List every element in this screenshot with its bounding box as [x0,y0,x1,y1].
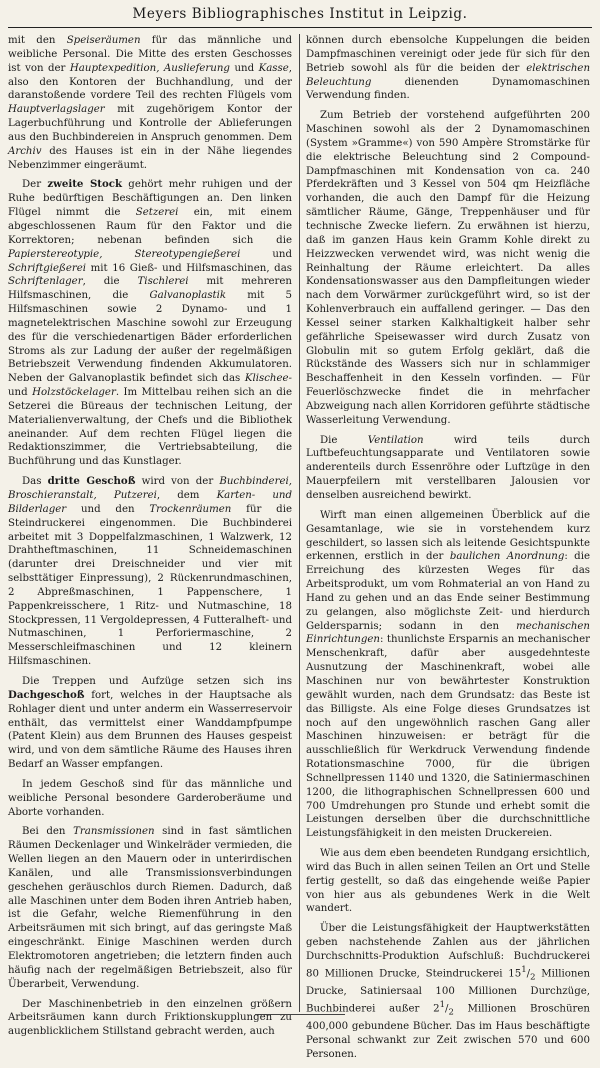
left-column-paragraph: Die Treppen und Aufzüge setzen sich ins Dachgeschoß fort, welches in der Hauptsache als Rohlager dient und unter anderm ein Wasserreservoir enthält, das vermittelst einer Wanddampfpumpe (Patent Klein) aus dem Brunnen des Hauses gespeist wird, und von dem sämtliche Räume des Hauses ihren Bedarf an Wasser empfangen. [8,675,292,771]
right-column [306,34,590,1068]
right-column-paragraph: Über die Leistungsfähigkeit der Hauptwerkstätten geben nachstehende Zahlen aus der jährlichen Durchschnitts-Produktion Aufschluß: Buchdruckerei 80 Millionen Drucke, Steindruckerei $15^1/_2$ Millionen Drucke, Satiniersaal 100 Millionen Durchzüge, Buchbinderei außer $2^1/_2$ Millionen Broschüren 400,000 gebundene Bücher. Das im Haus beschäftigte Personal schwankt zur Zeit zwischen 570 und 600 Personen. [306,923,590,1060]
header-rule [8,27,592,28]
left-column [8,34,292,1045]
running-header: Meyers Bibliographisches Institut in Leipzig. [132,6,468,22]
right-column-paragraph: Wie aus dem eben beendeten Rundgang ersichtlich, wird das Buch in allen seinen Teilen an Ort und Stelle fertig gestellt, so daß das eingehende weiße Papier von hier aus als gebundenes Werk in die Welt wandert. [306,848,590,915]
right-column-paragraph: Zum Betrieb der vorstehend aufgeführten 200 Maschinen sowohl als der 2 Dynamomaschinen (System »Gramme«) von 590 Ampère Stromstärke für die elektrische Beleuchtung sind 2 Compound-Dampfmaschinen mit Kondensation von ca. 240 Pferdekräften und 3 Kessel von 504 qm Heizfläche vorhanden, die auch den Dampf für die Heizung sämtlicher Räume, Gänge, Treppenhäuser und für technische Zwecke liefern. Zu erwähnen ist hierzu, daß im ganzen Haus kein Gramm Kohle direkt zu Heizzwecken verwendet wird, was nicht wenig die Reinhaltung der Räume erleichtert. Da alles Kondensationswasser aus den Dampfleitungen wieder nach dem Vorwärmer zurückgeführt wird, so ist der Kohlenverbrauch ein auffallend geringer. — Das den Kessel seiner starken Kalkhaltigkeit halber sehr gefährliche Speisewasser wird durch Zusatz von Globulin mit so gutem Erfolg geklärt, daß die Rückstände des Wassers sich nur in schlammiger Beschaffenheit in den Kesseln vorfinden. — Für Feuerlöschzwecke findet die in mehrfacher Abzweigung nach allen Korridoren geführte städtische Wasserleitung Verwendung. [306,110,590,426]
left-column-paragraph: Das dritte Geschoß wird von der Buchbinderei, Broschieranstalt, Putzerei, dem Karten- und Bilderlager und den Trockenräumen für die Steindruckerei eingenommen. Die Buchbinderei arbeitet mit 3 Doppelfalzmaschinen, 1 Walzwerk, 12 Drahtheftmaschinen, 11 Schneidemaschinen (darunter drei Dreischneider und vier mit selbsttätiger Einpressung), 2 Rückenrundmaschinen, 2 Abpreßmaschinen, 1 Pappenschere, 1 Pappenkreisschere, 1 Ritz- und Nutmaschine, 18 Stockpressen, 11 Vergoldepressen, 4 Futteralheft- und Nutmaschinen, 1 Perforiermaschine, 2 Messerschleifmaschinen und 12 kleinern Hilfsmaschinen. [8,475,292,668]
left-column-paragraph: Bei den Transmissionen sind in fast sämtlichen Räumen Deckenlager und Winkelräder vermieden, die Wellen liegen an den Mauern oder in unterirdischen Kanälen, und alle Transmissionsverbindungen geschehen geräuschlos durch Riemen. Dadurch, daß alle Maschinen unter dem Boden ihren Antrieb haben, ist die Gefahr, welche Riemenführung in den Arbeitsräumen mit sich bringt, auf das geringste Maß eingeschränkt. Einige Maschinen werden durch Elektromotoren angetrieben; die letztern finden auch häufig nach der regelmäßigen Betriebszeit, also für Überarbeit, Verwendung. [8,826,292,990]
left-column-paragraph: In jedem Geschoß sind für das männliche und weibliche Personal besondere Garderoberäume und Aborte vorhanden. [8,778,292,818]
left-column-paragraph: Der Maschinenbetrieb in den einzelnen größern Arbeitsräumen kann durch Friktionskupplungen zu augenblicklichem Stillstand gebracht werden, auch [8,998,292,1038]
column-separator [299,34,300,1012]
left-column-paragraph: mit den Speiseräumen für das männliche und weibliche Personal. Die Mitte des ersten Geschosses ist von der Hauptexpedition, Auslieferung und Kasse, also den Kontoren der Buchhandlung, und der daranstoßende vordere Teil des rechten Flügels vom Hauptverlagslager mit zugehörigem Kontor der Lagerbuchführung und Kontrolle der Ablieferungen aus den Buchbindereien in Anspruch genommen. Dem Archiv des Hauses ist ein in der Nähe liegendes Nebenzimmer eingeräumt. [8,35,292,171]
right-column-paragraph: Die Ventilation wird teils durch Luftbefeuchtungsapparate und Ventilatoren sowie anderenteils durch Essenröhre oder Luftzüge in den Mauerpfeilern mit verstellbaren Jalousien vor denselben ausreichend bewirkt. [306,434,590,501]
right-column-paragraph: können durch ebensolche Kuppelungen die beiden Dampfmaschinen vereinigt oder jede für sich für den Betrieb sowohl als für die beiden der elektrischen Beleuchtung dienenden Dynamomaschinen Verwendung finden. [306,35,590,102]
footer-rule [255,1014,345,1015]
left-column-paragraph: Der zweite Stock gehört mehr ruhigen und der Ruhe bedürftigen Beschäftigungen an. Den linken Flügel nimmt die Setzerei ein, mit einem abgeschlossenen Raum für den Faktor und die Korrektoren; nebenan befinden sich die Papierstereotypie, Stereotypengießerei und Schriftgießerei mit 16 Gieß- und Hilfsmaschinen, das Schriftenlager, die Tischlerei mit mehreren Hilfsmaschinen, die Galvanoplastik mit 5 Hilfsmaschinen sowie 2 Dynamo- und 1 magnetelektrischen Maschine sowohl zur Erzeugung des für die verschiedenartigen Bäder erforderlichen Stroms als zur Ladung der außer der regelmäßigen Betriebszeit Verwendung findenden Akkumulatoren. Neben der Galvanoplastik befindet sich das Klischee- und Holzstöckelager. Im Mittelbau reihen sich an die Setzerei die Büreaus der technischen Leitung, der Materialienverwaltung, der Chefs und die Bibliothek aneinander. Auf dem rechten Flügel liegen die Redaktionszimmer, die Vertriebsabteilung, die Buchführung und das Kunstlager. [8,178,293,468]
right-column-paragraph: Wirft man einen allgemeinen Überblick auf die Gesamtanlage, wie sie in vorstehendem kurz geschildert, so lassen sich als leitende Gesichtspunkte erkennen, erstlich in der baulichen Anordnung: die Erreichung des kürzesten Weges für das Arbeitsprodukt, um vom Rohmaterial an von Hand zu Hand zu gehen und an das Ende seiner Bestimmung zu gelangen, also möglichste Zeit- und hierdurch Geldersparnis; sodann in den mechanischen Einrichtungen: thunlichste Ersparnis an mechanischer Menschenkraft, dafür aber ausgedehnteste Ausnutzung der Maschinenkraft, wobei alle Maschinen nur von bewährtester Konstruktion gewählt wurden, nach dem Grundsatz: das Beste ist das Billigste. Als eine Folge dieses Grundsatzes ist noch auf den ungewöhnlich raschen Gang aller Maschinen hinzuweisen: er beträgt für die ausschließlich für Werkdruck Verwendung findende Rotationsmaschine 7000, für die übrigen Schnellpressen 1140 und 1320, die Satiniermaschinen 1200, die lithographischen Schnellpressen 600 und 700 Umdrehungen pro Stunde und erhebt somit die Leistungen derselben über die durchschnittliche Leistungsfähigkeit in den meisten Druckereien. [306,509,590,840]
